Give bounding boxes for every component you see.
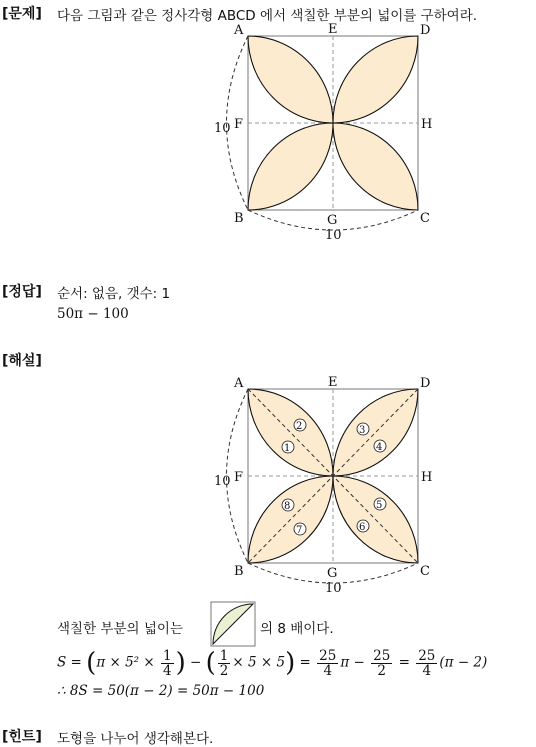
side-length-bottom: 10 xyxy=(325,228,342,243)
solution-sentence-before: 색칠한 부분의 넓이는 xyxy=(57,621,183,637)
side-length-left-2: 10 xyxy=(214,474,231,489)
label-e: E xyxy=(328,22,338,37)
svg-text:1: 1 xyxy=(284,443,291,454)
petal-bottom-left xyxy=(248,123,333,210)
eq1-lhs: S = xyxy=(57,654,82,671)
side-length-left: 10 xyxy=(214,121,231,136)
problem-figure xyxy=(205,18,440,243)
petal-top-left-2 xyxy=(248,389,333,476)
unit-region-figure xyxy=(210,601,256,647)
petal-bottom-right xyxy=(333,123,418,210)
label-c: C xyxy=(420,211,430,226)
label-h-2: H xyxy=(421,470,433,485)
label-f: F xyxy=(234,117,244,132)
petal-top-right xyxy=(333,36,418,123)
answer-meta: 순서: 없음, 갯수: 1 xyxy=(57,286,171,302)
svg-text:6: 6 xyxy=(359,522,366,533)
label-f-2: F xyxy=(234,470,244,485)
label-a: A xyxy=(234,23,244,38)
petal-top-left xyxy=(248,36,333,123)
hint-text: 도형을 나누어 생각해본다. xyxy=(57,731,214,747)
problem-label: [문제] xyxy=(2,6,42,22)
svg-text:7: 7 xyxy=(296,525,303,536)
svg-text:8: 8 xyxy=(284,501,291,512)
side-length-bottom-2: 10 xyxy=(325,581,342,595)
eq1-term-b: × 5 × 5 xyxy=(232,654,286,671)
solution-equation-2: ∴ 8S = 50(π − 2) = 50π − 100 xyxy=(57,683,265,699)
label-b: B xyxy=(234,211,244,226)
label-h: H xyxy=(421,117,433,132)
solution-figure xyxy=(205,370,440,595)
answer-label: [정답] xyxy=(2,284,42,300)
solution-label: [해설] xyxy=(2,353,42,369)
label-d: D xyxy=(420,23,431,38)
eq1-term-a: π × 5² × xyxy=(96,654,155,671)
problem-text: 다음 그림과 같은 정사각형 ABCD 에서 색칠한 부분의 넓이를 구하여라. xyxy=(57,8,478,24)
svg-text:2: 2 xyxy=(296,421,303,432)
solution-sentence-after: 의 8 배이다. xyxy=(260,621,334,637)
label-c-2: C xyxy=(420,564,430,579)
label-g-2: G xyxy=(327,566,338,581)
label-g: G xyxy=(327,213,338,228)
petal-top-right-2 xyxy=(333,389,418,476)
svg-text:5: 5 xyxy=(376,500,383,511)
svg-text:3: 3 xyxy=(359,425,366,436)
hint-label: [힌트] xyxy=(2,729,42,745)
label-a-2: A xyxy=(234,376,244,391)
label-b-2: B xyxy=(234,564,244,579)
label-d-2: D xyxy=(420,376,431,391)
label-e-2: E xyxy=(328,375,338,390)
solution-equation-1: S = (π × 5² × $\frac{1}{4}$ ) − ( $\frac{1}{2}$ × 5 × 5) = $\frac{25}{4}$ π − $\frac{25}{2}$ = $\frac{25}{4}$ (π − 2) xyxy=(57,647,488,679)
answer-value: 50π − 100 xyxy=(57,306,129,322)
svg-text:4: 4 xyxy=(376,442,383,453)
